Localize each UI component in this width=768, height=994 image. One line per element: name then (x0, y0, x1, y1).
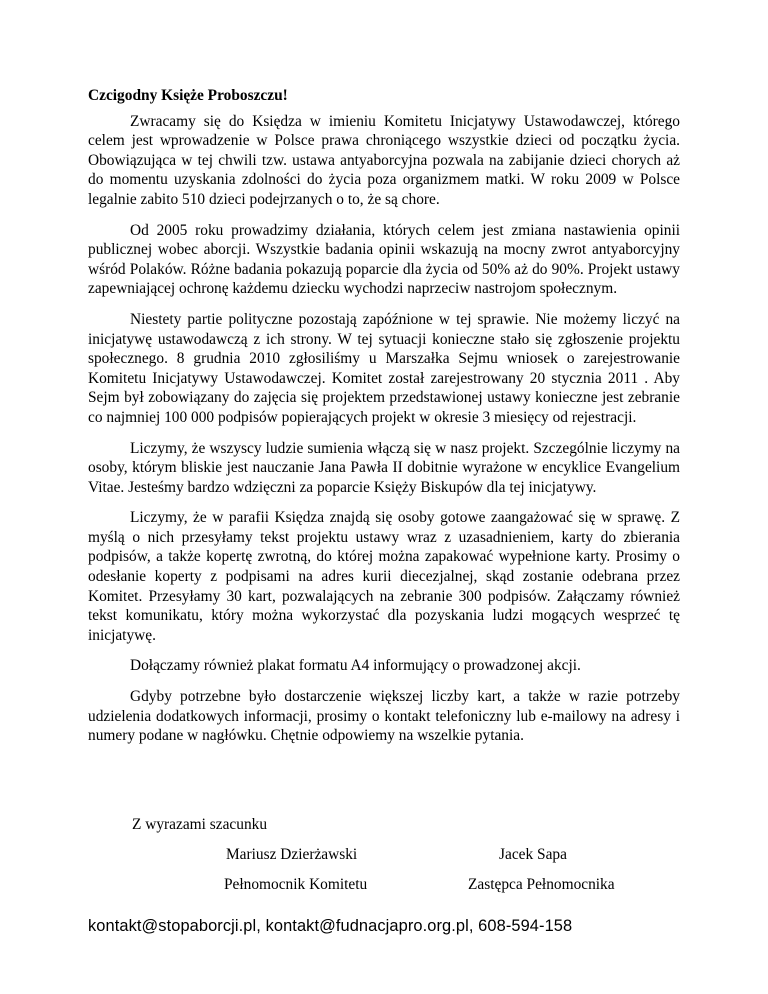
signatory-name-1: Mariusz Dzierżawski (226, 846, 358, 863)
paragraph-legislative-initiative: Niestety partie polityczne pozostają zapóźnione w tej sprawie. Nie możemy liczyć na inicjatywę ustawodawczą z ich strony. W tej sytuacji konieczne stało się zgłoszenie projektu społecznego. 8 grudnia 2010 zgłosiliśmy u Marszałka Sejmu wniosek o zarejestrowanie Komitetu Inicjatywy Ustawodawczej. Komitet został zarejestrowany 20 stycznia 2011 . Aby Sejm był zobowiązany do zajęcia się projektem przedstawionej ustawy konieczne jest zebranie co najmniej 100 000 podpisów popierających projekt w okresie 3 miesięcy od rejestracji. (88, 310, 680, 426)
paragraph-parish-request: Liczymy, że w parafii Księdza znajdą się osoby gotowe zaangażować się w sprawę. Z myślą o nich przesyłamy tekst projektu ustawy wraz z uzasadnieniem, karty do zbierania podpisów, a także kopertę zwrotną, do której można zapakować wypełnione karty. Prosimy o odesłanie koperty z podpisami na adres kurii diecezjalnej, skąd zostanie odebrana przez Komitet. Przesyłamy 30 kart, pozwalających na zebranie 300 podpisów. Załączamy również tekst komunikatu, który można wykorzystać dla pozyskania ludzi mogących wesprzeć tę inicjatywę. (88, 509, 680, 644)
paragraph-contact-request: Gdyby potrzebne było dostarczenie większej liczby kart, a także w razie potrzeby udzielenia dodatkowych informacji, prosimy o kontakt telefoniczny lub e-mailowy na adresy i numery podane w nagłówku. Chętnie odpowiemy na wszelkie pytania. (88, 688, 680, 745)
signatory-name-2: Jacek Sapa (499, 846, 567, 863)
paragraph-poster: Dołączamy również plakat formatu A4 informujący o prowadzonej akcji. (130, 657, 581, 675)
salutation: Czcigodny Księże Proboszczu! (88, 87, 288, 104)
paragraph-intro: Zwracamy się do Księdza w imieniu Komitetu Inicjatywy Ustawodawczej, którego celem jest wprowadzenie w Polsce prawa chroniącego wszystkie dzieci od początku życia. Obowiązująca w tej chwili tzw. ustawa antyaborcyjna pozwala na zabijanie dzieci chorych aż do momentu uzyskania zdolności do życia poza organizmem matki. W roku 2009 w Polsce legalnie zabito 510 dzieci podejrzanych o to, że są chore. (88, 112, 680, 208)
closing-phrase: Z wyrazami szacunku (132, 816, 268, 833)
paragraph-public-opinion: Od 2005 roku prowadzimy działania, których celem jest zmiana nastawienia opinii publicznej wobec aborcji. Wszystkie badania opinii wskazują na mocny zwrot antyaborcyjny wśród Polaków. Różne badania pokazują poparcie dla życia od 50% aż do 90%. Projekt ustawy zapewniającej ochronę każdemu dziecku wychodzi naprzeciw nastrojom społecznym. (88, 221, 680, 298)
paragraph-support: Liczymy, że wszyscy ludzie sumienia włączą się w nasz projekt. Szczególnie liczymy na osoby, którym bliskie jest nauczanie Jana Pawła II dobitnie wyrażone w encyklice Evangelium Vitae. Jesteśmy bardzo wdzięczni za poparcie Księży Biskupów dla tej inicjatywy. (88, 439, 680, 496)
letter-body (88, 86, 680, 757)
signatory-role-2: Zastępca Pełnomocnika (468, 876, 615, 893)
signatory-role-1: Pełnomocnik Komitetu (224, 876, 368, 893)
footer-contact: kontakt@stopaborcji.pl, kontakt@fudnacjapro.org.pl, 608-594-158 (88, 917, 573, 935)
